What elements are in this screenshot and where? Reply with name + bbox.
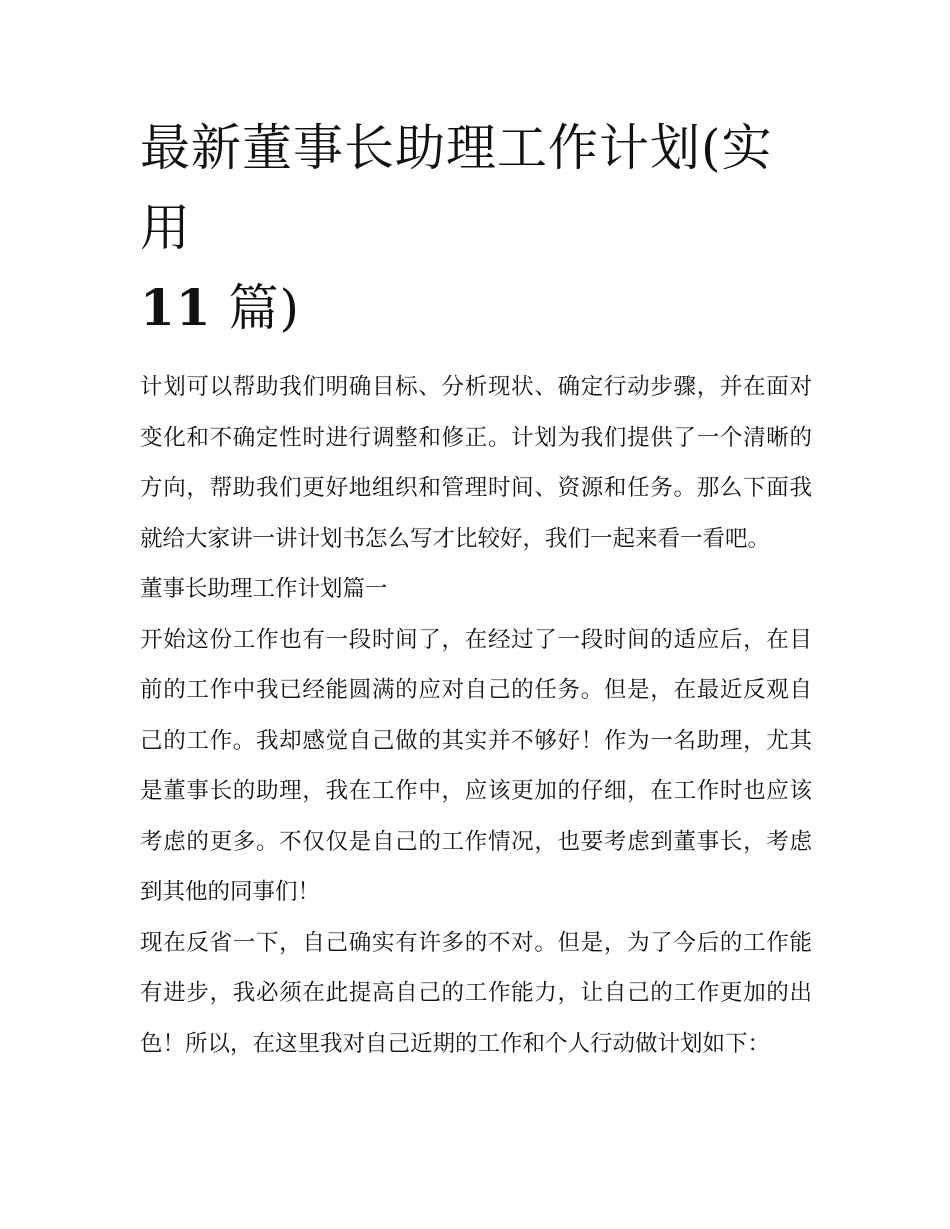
intro-paragraph: 计划可以帮助我们明确目标、分析现状、确定行动步骤，并在面对变化和不确定性时进行调整和修正。计划为我们提供了一个清晰的方向，帮助我们更好地组织和管理时间、资源和任务。那么下面我就给大家讲一讲计划书怎么写才比较好，我们一起来看一看吧。 — [140, 374, 812, 552]
document-page — [140, 108, 812, 1069]
body-paragraph-1: 开始这份工作也有一段时间了，在经过了一段时间的适应后，在目前的工作中我已经能圆满的应对自己的任务。但是，在最近反观自己的工作。我却感觉自己做的其实并不够好！作为一名助理，尤其是董事长的助理，我在工作中，应该更加的仔细，在工作时也应该考虑的更多。不仅仅是自己的工作情况，也要考虑到董事长，考虑到其他的同事们！ — [140, 626, 812, 905]
title-line-2: 篇) — [211, 279, 300, 337]
title-number: 11 — [140, 278, 212, 337]
section-heading: 董事长助理工作计划篇一 — [140, 576, 388, 602]
document-title — [140, 108, 812, 348]
body-paragraph-2: 现在反省一下，自己确实有许多的不对。但是，为了今后的工作能有进步，我必须在此提高自己的工作能力，让自己的工作更加的出色！所以，在这里我对自己近期的工作和个人行动做计划如下： — [140, 929, 812, 1057]
title-line-1: 最新董事长助理工作计划(实用 — [140, 119, 773, 257]
